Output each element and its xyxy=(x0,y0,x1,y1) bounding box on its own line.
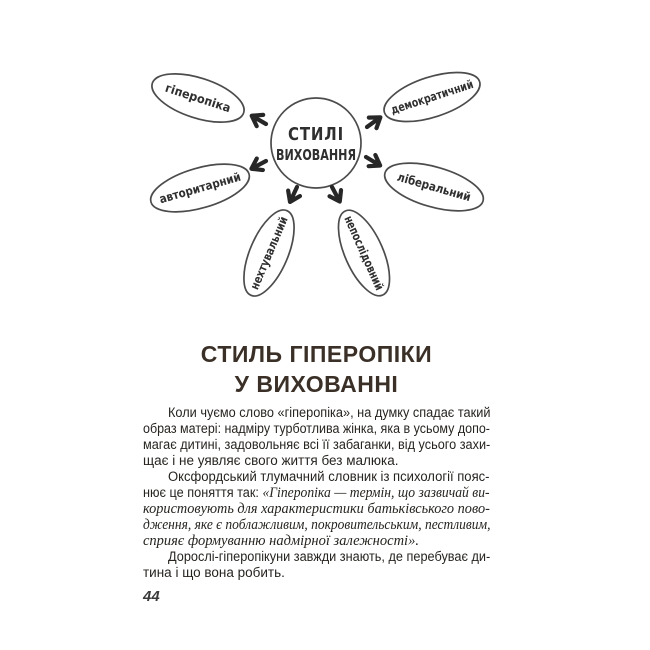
arrow-to-authoritarian xyxy=(248,155,269,174)
arrow-to-neglecting xyxy=(284,184,303,204)
text-line: нює це поняття так: «Гіперопіка — термін, що зазвичай ви- xyxy=(143,485,490,501)
arrow-to-inconsistent xyxy=(326,184,345,205)
paragraph-1 xyxy=(143,405,490,469)
center-label-line1: СТИЛІ xyxy=(288,124,344,145)
paragraph-3 xyxy=(143,549,490,581)
text-line: щає і не уявляє свого життя без малюка. xyxy=(143,453,399,468)
text-line: магає дитині, задовольняє всі її забаганки, від усього захи- xyxy=(143,437,491,452)
text-line: Оксфордський тлумачний словник із психології пояс- xyxy=(168,469,490,484)
node-democratic-label: демократичний xyxy=(388,69,498,117)
text-line: образ матері: надміру турботлива жінка, яка в усьому допо- xyxy=(143,421,490,436)
arrow-to-overprotection xyxy=(248,110,269,130)
node-liberal-label: ліберальний xyxy=(395,169,484,208)
node-overprotection-label: гіперопіка xyxy=(163,80,237,117)
node-overprotection xyxy=(146,64,250,132)
text-line: тина і що вона робить. xyxy=(143,565,285,580)
node-neglecting xyxy=(234,197,305,303)
node-inconsistent-label: непослідовний xyxy=(341,213,397,314)
node-authoritarian-label: авторитарний xyxy=(157,166,255,207)
center-label-line2: ВИХОВАННЯ xyxy=(276,146,356,164)
text-line: Дорослі-гіперопікуни завжди знають, де перебуває ди- xyxy=(168,549,491,564)
arrow-to-democratic xyxy=(363,112,384,132)
text-line: дження, яке є поблажливим, покровительським, пестливим, xyxy=(143,517,491,533)
node-neglecting-label: нехтувальний xyxy=(247,197,298,292)
page-title-line1: СТИЛЬ ГІПЕРОПІКИ xyxy=(200,341,433,367)
text-line: Коли чуємо слово «гіперопіка», на думку спадає такий xyxy=(168,405,491,420)
node-liberal xyxy=(379,154,488,221)
body-text xyxy=(143,405,490,581)
text-line: сприяє формуванню надмірної залежності». xyxy=(143,533,419,549)
paragraph-2 xyxy=(143,469,490,549)
node-inconsistent xyxy=(328,203,400,314)
node-democratic xyxy=(378,63,498,132)
page-title xyxy=(143,339,490,399)
text-line: користовують для характеристики батьківського пово- xyxy=(143,501,490,517)
arrow-to-liberal xyxy=(363,151,384,171)
page-number: 44 xyxy=(143,588,160,605)
page-title-line2: У ВИХОВАННІ xyxy=(234,371,399,397)
node-authoritarian xyxy=(145,155,254,222)
